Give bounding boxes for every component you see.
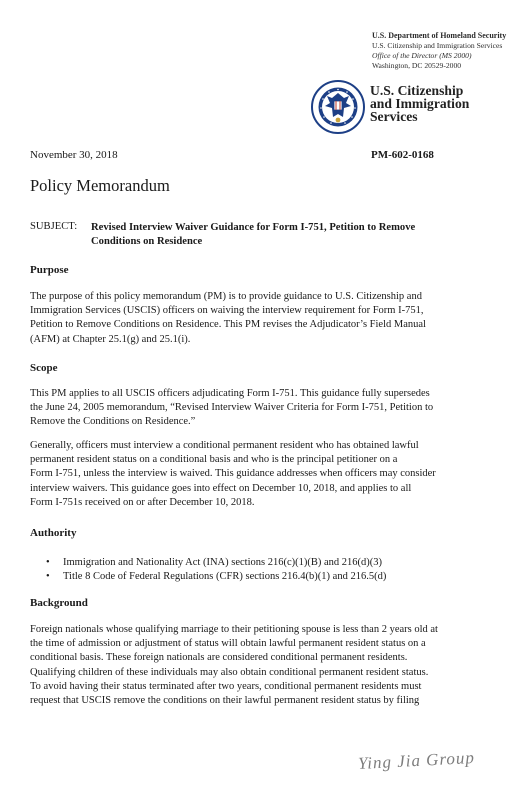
background-heading: Background (30, 597, 88, 609)
authority-list (42, 556, 502, 584)
office-address: Washington, DC 20529-2000 (372, 61, 462, 70)
scope-heading: Scope (30, 362, 58, 374)
document-title: Policy Memorandum (30, 176, 170, 195)
scope-paragraph-2: Generally, officers must interview a conditional permanent resident who has obtained lawful permanent resident status on a conditional basis and who is the principal petitioner on a Form I-751, unless the interview is waived. This guidance addresses when officers may consider interview waivers. This guidance goes into effect on December 10, 2018, and applies to all Form I-751s received on or after December 10, 2018. (30, 440, 436, 508)
agency-name: U.S. Citizenship and Immigration Services (372, 41, 503, 50)
list-item: • Immigration and Nationality Act (INA) sections 216(c)(1)(B) and 216(d)(3) (42, 556, 502, 570)
purpose-heading: Purpose (30, 264, 69, 276)
department-name: U.S. Department of Homeland Security (372, 31, 507, 40)
subject-text: Revised Interview Waiver Guidance for Form I-751, Petition to Remove Conditions on Residence (91, 222, 416, 247)
memo-number: PM-602-0168 (371, 149, 434, 161)
list-item: • Title 8 Code of Federal Regulations (CFR) sections 216.4(b)(1) and 216.5(d) (42, 570, 502, 584)
watermark-logo: Ying Jia Group (357, 747, 476, 774)
dhs-seal-icon (311, 80, 365, 134)
authority-heading: Authority (30, 527, 77, 539)
subject-label: SUBJECT: (30, 221, 78, 232)
uscis-wordmark: U.S. Citizenship and Immigration Services (370, 83, 470, 125)
purpose-paragraph: The purpose of this policy memorandum (PM) is to provide guidance to U.S. Citizenship and Immigration Services (USCIS) officers on waiving the interview requirement for Form I-751, Petition to Remove Conditions on Residence. This PM revises the Adjudicator’s Field Manual (AFM) at Chapter 25.1(g) and 25.1(i). (30, 291, 426, 345)
scope-paragraph-1: This PM applies to all USCIS officers adjudicating Form I-751. This guidance fully supersedes the June 24, 2005 memorandum, “Revised Interview Waiver Criteria for Form I-751, Petition to Remove the Conditions on Residence.” (30, 388, 434, 428)
memo-date: November 30, 2018 (30, 149, 118, 161)
background-paragraph: Foreign nationals whose qualifying marriage to their petitioning spouse is less than 2 years old at the time of admission or adjustment of status will obtain lawful permanent resident status on a conditional basis. These foreign nationals are considered conditional permanent residents. Qualifying children of these individuals may also obtain conditional permanent resident status. To avoid having their status terminated after two years, conditional permanent residents must request that USCIS remove the conditions on their lawful permanent resident status by filing (30, 624, 438, 707)
agency-letterhead (372, 31, 518, 71)
office-name: Office of the Director (MS 2000) (372, 51, 472, 60)
